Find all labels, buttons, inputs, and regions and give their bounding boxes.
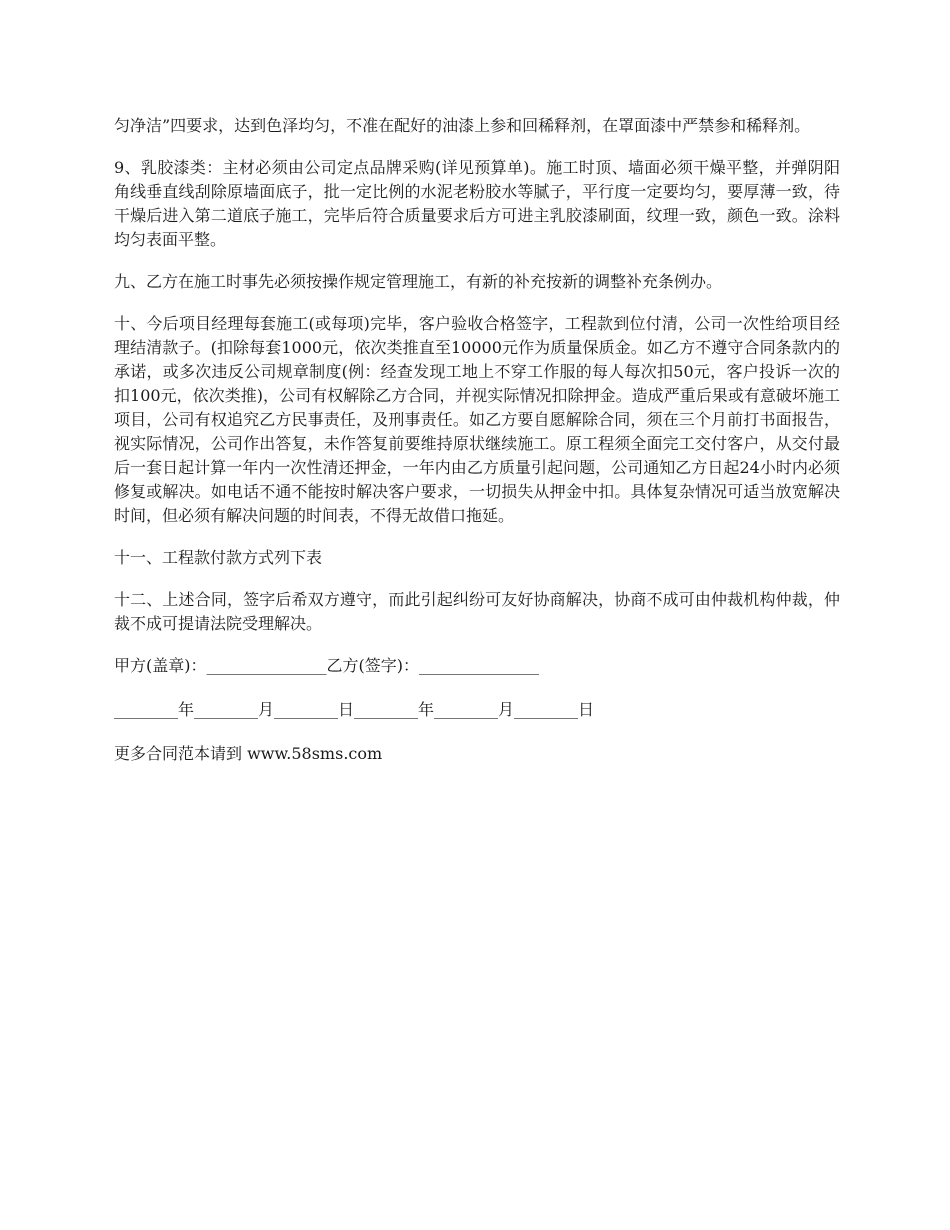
paragraph-paint-requirements: 匀净洁”四要求，达到色泽均匀，不准在配好的油漆上参和回稀释剂，在罩面漆中严禁参和稀释剂。 [114, 116, 811, 135]
date-line: ________年________月________日________年________月________日 [114, 700, 595, 719]
paragraph-clause-11: 十一、工程款付款方式列下表 [114, 548, 323, 567]
footer-more-contracts: 更多合同范本请到 www.58sms.com [114, 744, 383, 763]
paragraph-latex-paint: 9、乳胶漆类：主材必须由公司定点品牌采购(详见预算单)。施工时顶、墙面必须干燥平整，并弹阴阳角线垂直线刮除原墙面底子，批一定比例的水泥老粉胶水等腻子，平行度一定要均匀，要厚薄一致，待干燥后进入第二道底子施工，完毕后符合质量要求后方可进主乳胶漆刷面，纹理一致，颜色一致。涂料均匀表面平整。 [114, 158, 840, 249]
paragraph-clause-10: 十、今后项目经理每套施工(或每项)完毕，客户验收合格签字，工程款到位付清，公司一次性给项目经理结清款子。(扣除每套1000元，依次类推直至10000元作为质量保质金。如乙方不遵守合同条款内的承诺，或多次违反公司规章制度(例：经查发现工地上不穿工作服的每人每次扣50元，客户投诉一次的扣100元，依次类推)，公司有权解除乙方合同，并视实际情况扣除押金。造成严重后果或有意破坏施工项目，公司有权追究乙方民事责任，及刑事责任。如乙方要自愿解除合同，须在三个月前打书面报告，视实际情况，公司作出答复，未作答复前要维持原状继续施工。原工程须全面完工交付客户，从交付最后一套日起计算一年内一次性清还押金，一年内由乙方质量引起问题，公司通知乙方日起24小时内必须修复或解决。如电话不通不能按时解决客户要求，一切损失从押金中扣。具体复杂情况可适当放宽解决时间，但必须有解决问题的时间表，不得无故借口拖延。 [114, 314, 840, 525]
document-body [114, 114, 840, 766]
paragraph-clause-9: 九、乙方在施工时事先必须按操作规定管理施工，有新的补充按新的调整补充条例办。 [114, 272, 723, 291]
paragraph-clause-12: 十二、上述合同，签字后希双方遵守，而此引起纠纷可友好协商解决，协商不成可由仲裁机构仲裁，仲裁不成可提请法院受理解决。 [114, 590, 840, 633]
signature-line: 甲方(盖章)：_______________乙方(签字)：_______________ [114, 656, 539, 675]
